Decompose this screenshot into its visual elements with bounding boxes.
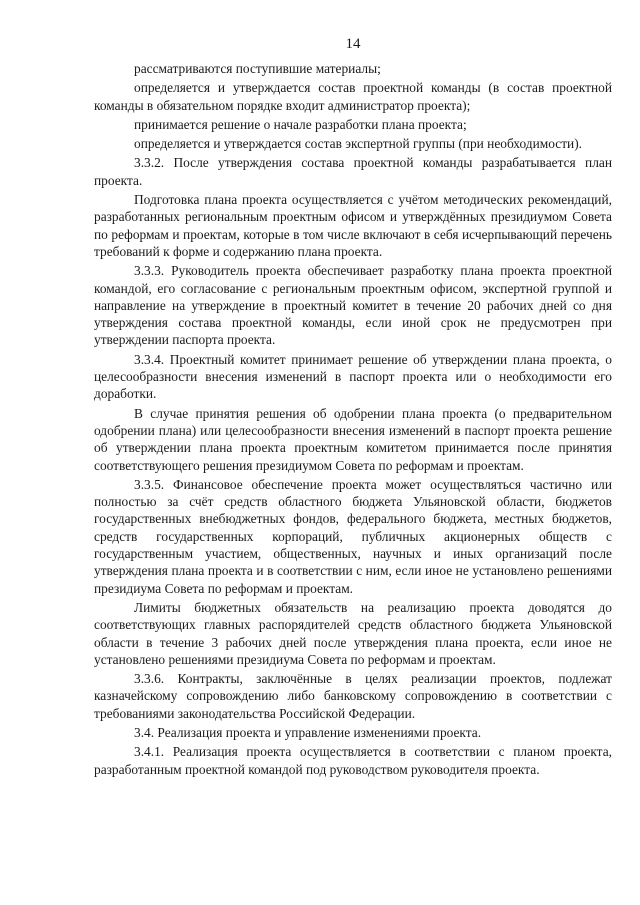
paragraph: определяется и утверждается состав проектной команды (в состав проектной команды в обязательном порядке входит администратор проекта); [94,80,612,113]
paragraph: Подготовка плана проекта осуществляется с учётом методических рекомендаций, разработанных региональным проектным офисом и утверждённых президиумом Совета по реформам и проектам, которые в том числе включают в себя исчерпывающий перечень требований к форме и содержанию плана проекта. [94,192,612,259]
paragraph: 3.3.3. Руководитель проекта обеспечивает разработку плана проекта проектной командой, его согласование с региональным проектным офисом, экспертной группой и направление на утверждение в проектный комитет в течение 20 рабочих дней со дня утверждения состава проектной команды, если иной срок не предусмотрен при утверждении паспорта проекта. [94,263,612,348]
document-body [94,60,612,778]
paragraph: 3.4.1. Реализация проекта осуществляется в соответствии с планом проекта, разработанным проектной командой под руководством руководителя проекта. [94,744,612,777]
paragraph: В случае принятия решения об одобрении плана проекта (о предварительном одобрении плана) или целесообразности внесения изменений в паспорт проекта решение об утверждении плана проекта проектным комитетом принимается после принятия соответствующего решения президиумом Совета по реформам и проектам. [94,405,612,473]
paragraph: рассматриваются поступившие материалы; [134,61,381,76]
page-number: 14 [345,36,361,52]
paragraph: Лимиты бюджетных обязательств на реализацию проекта доводятся до соответствующих главных распорядителей средств областного бюджета Ульяновской области в течение 3 рабочих дней после утверждения плана проекта, если иное не установлено решениями президиума Совета по реформам и проектам. [94,599,612,667]
paragraph: 3.3.2. После утверждения состава проектной команды разрабатывается план проекта. [94,155,612,188]
paragraph: 3.4. Реализация проекта и управление изменениями проекта. [134,724,482,740]
paragraph: принимается решение о начале разработки плана проекта; [134,116,467,132]
paragraph: 3.3.5. Финансовое обеспечение проекта может осуществляться частично или полностью за счёт средств областного бюджета Ульяновской области, бюджетов государственных внебюджетных фондов, федерального бюджета, местных бюджетов, средств государственных корпораций, публичных акционерных обществ с государственным участием, общественных, научных и иных организаций после утверждения плана проекта и в соответствии с ним, если иное не установлено решениями президиума Совета по реформам и проектам. [94,476,612,596]
paragraph: 3.3.6. Контракты, заключённые в целях реализации проектов, подлежат казначейскому сопровождению либо банковскому сопровождению в соответствии с требованиями законодательства Российской Федерации. [94,671,612,721]
paragraph: определяется и утверждается состав экспертной группы (при необходимости). [134,136,583,152]
paragraph: 3.3.4. Проектный комитет принимает решение об утверждении плана проекта, о целесообразности внесения изменений в паспорт проекта или о необходимости его доработки. [94,351,612,402]
